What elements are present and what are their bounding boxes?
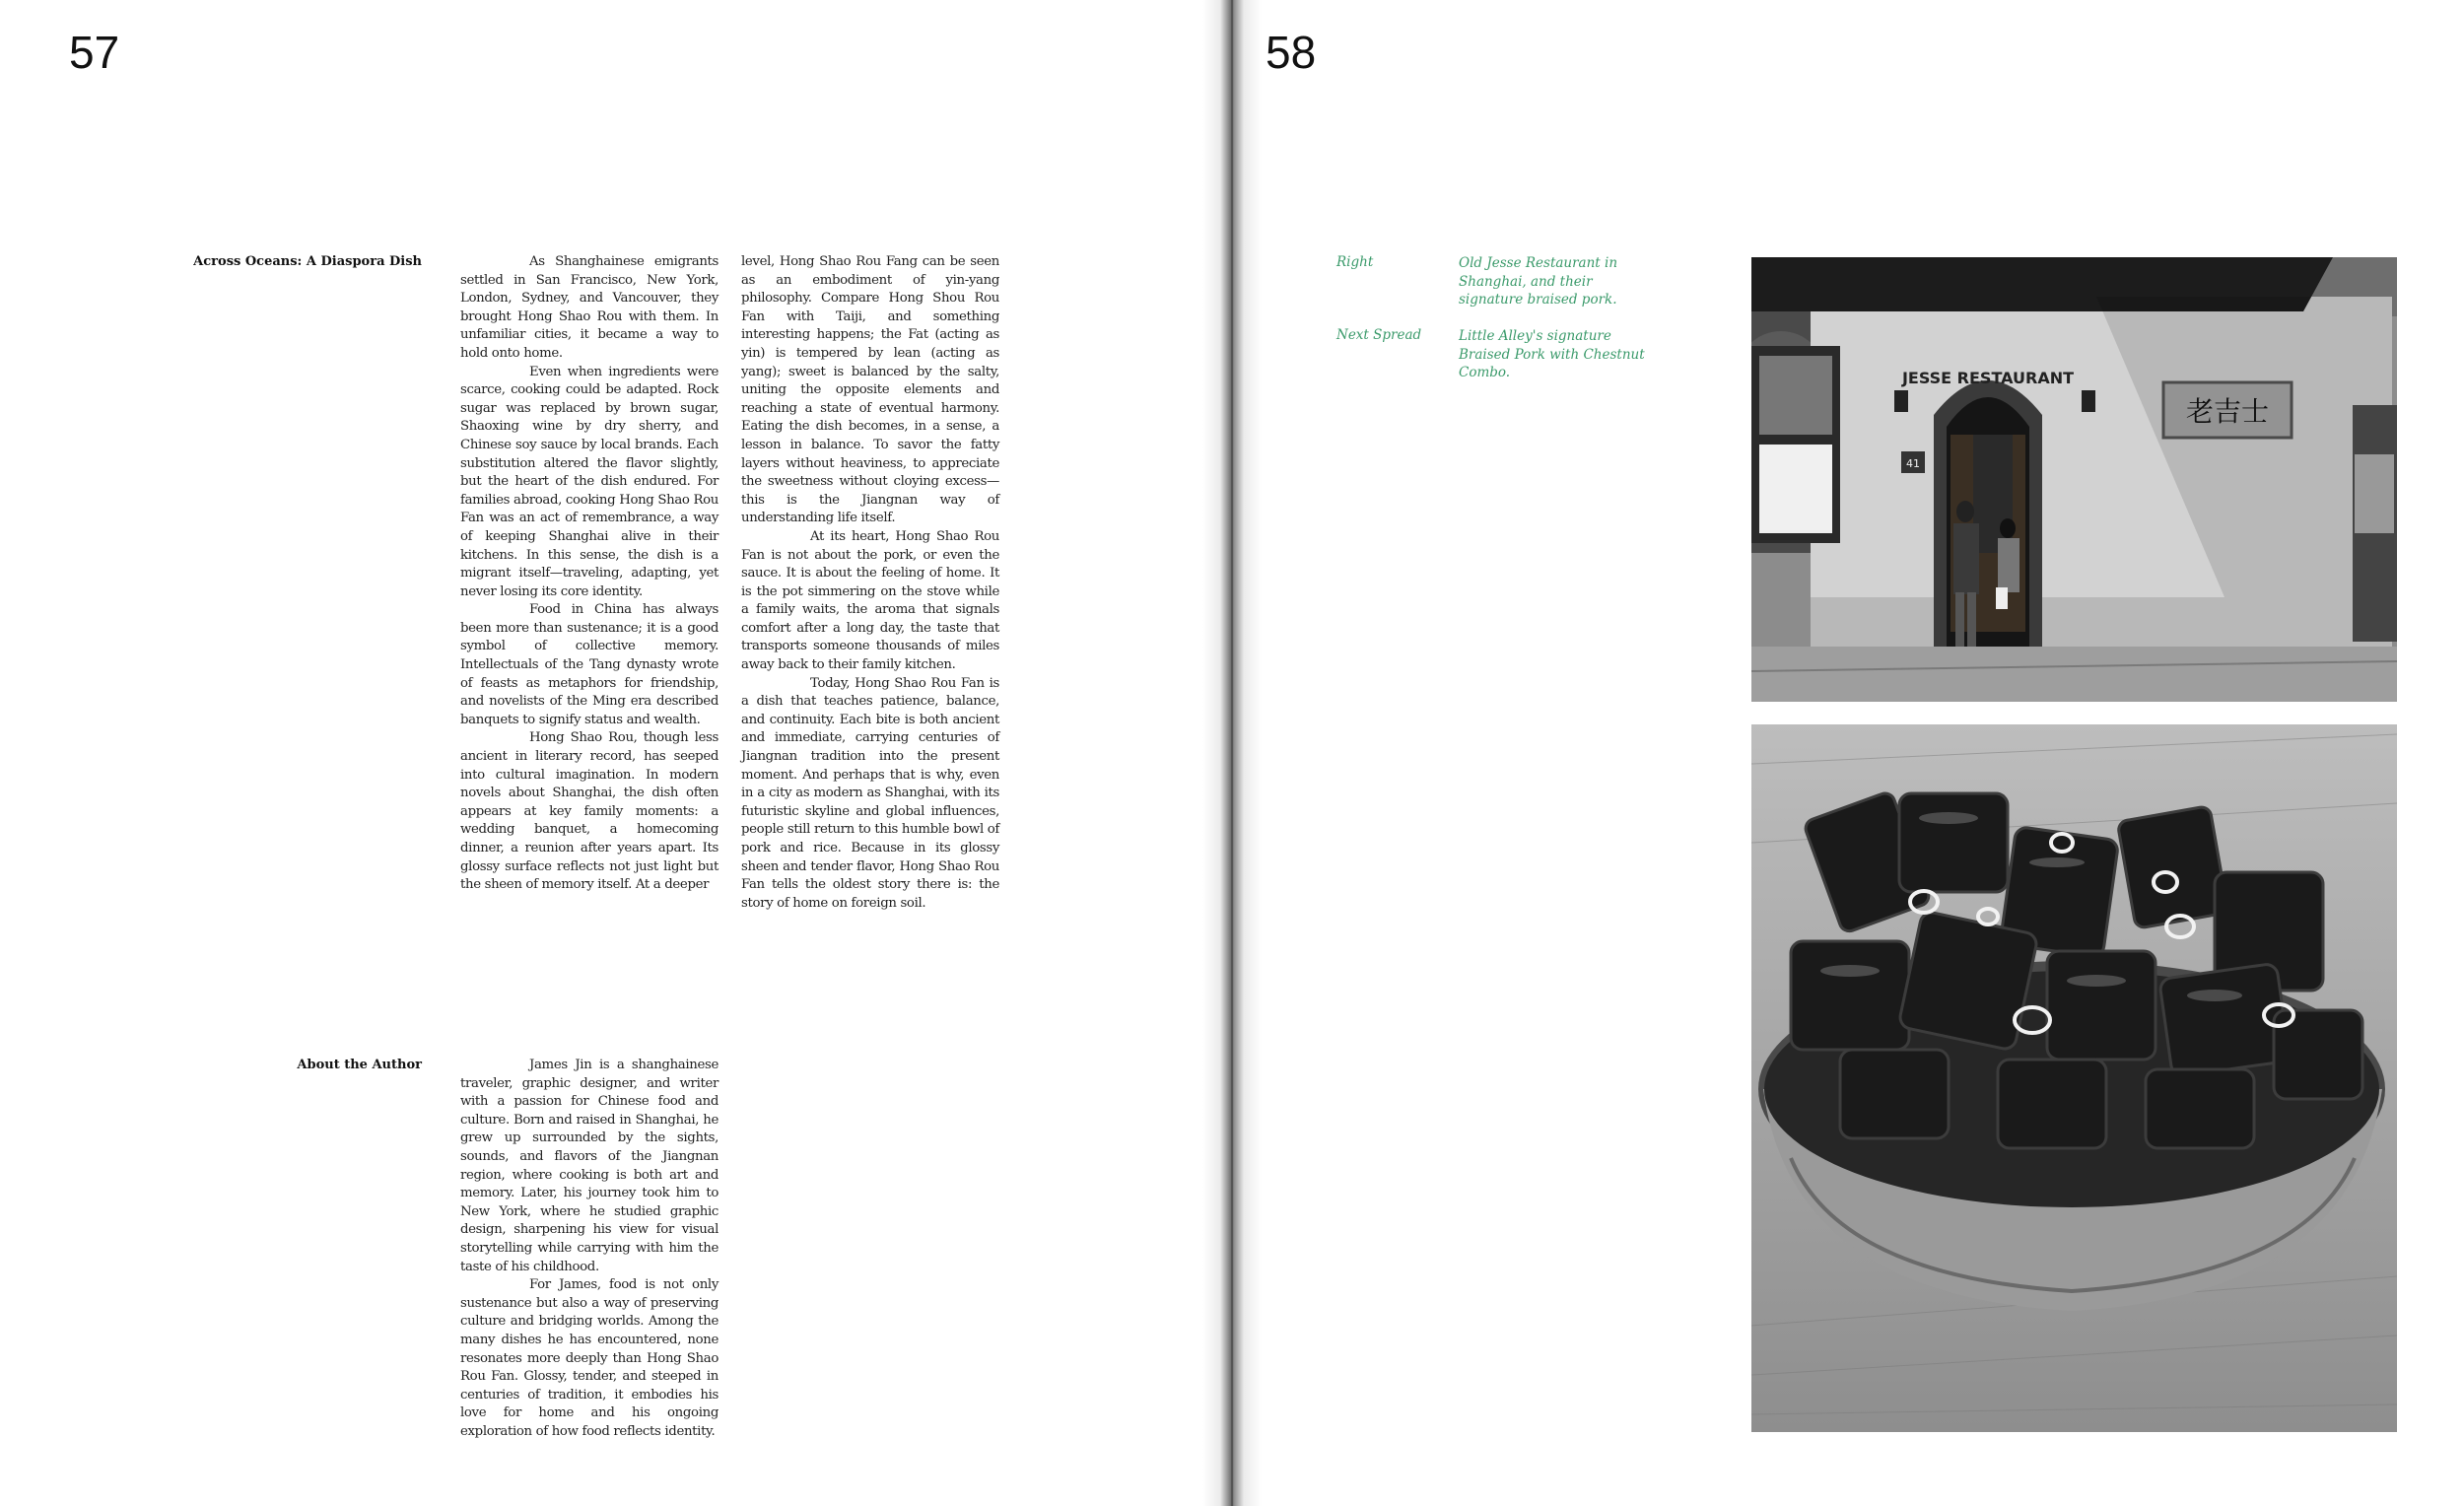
paragraph: James Jin is a shanghainese traveler, graphic designer, and writer with a passion for Chinese food and culture. Born and raised in Shanghai, he grew up surrounded by the sights, sounds, and flavors of the Jiangnan region, where cooking is both art and memory. Later, his journey took him to New York, where he studied graphic design, sharpening his view for visual storytelling while carrying with him the taste of his childhood. [460, 1058, 719, 1274]
braised-pork-illustration [1751, 724, 2397, 1432]
author-bio-column [460, 1057, 719, 1441]
paragraph: As Shanghainese emigrants settled in San Francisco, New York, London, Sydney, and Vancouver, they brought Hong Shao Rou with them. In unfamiliar cities, it became a way to hold onto home. [460, 254, 719, 361]
page-number-right: 58 [1266, 27, 1317, 78]
book-gutter-shadow [1202, 0, 1262, 1506]
body-column-2 [741, 253, 999, 913]
caption-text-right: Old Jesse Restaurant in Shanghai, and their signature braised pork. [1459, 255, 1618, 308]
body-column-1 [460, 253, 719, 895]
paragraph: Even when ingredients were scarce, cooking could be adapted. Rock sugar was replaced by brown sugar, Shaoxing wine by dry sherry, and Chinese soy sauce by local brands. Each substitution altered the flavor slightly, but the heart of the dish endured. For families abroad, cooking Hong Shao Rou Fan was an act of remembrance, a way of keeping Shanghai alive in their kitchens. In this sense, the dish is a migrant itself—traveling, adapting, yet never losing its core identity. [460, 364, 719, 599]
restaurant-facade-photo [1751, 257, 2397, 702]
paragraph: At its heart, Hong Shao Rou Fan is not about the pork, or even the sauce. It is about the feeling of home. It is the pot simmering on the stove while a family waits, the aroma that signals comfort after a long day, the taste that transports someone thousands of miles away back to their family kitchen. [741, 528, 999, 673]
paragraph: Today, Hong Shao Rou Fan is a dish that teaches patience, balance, and continuity. Each bite is both ancient and immediate, carrying centuries of Jiangnan tradition into the present moment. And perhaps that is why, even in a city as modern as Shanghai, with its futuristic skyline and global influences, people still return to this humble bowl of pork and rice. Because in its glossy sheen and tender flavor, Hong Shao Rou Fan tells the oldest story there is: the story of home on foreign soil. [741, 675, 999, 911]
section-heading-diaspora: Across Oceans: A Diaspora Dish [193, 254, 422, 269]
chinese-plaque-text: 老吉士 [2185, 395, 2270, 428]
caption-label-right: Right [1336, 254, 1374, 270]
arch-sign-text: JESSE RESTAURANT [1901, 369, 2075, 387]
section-heading-author: About the Author [297, 1058, 422, 1072]
paragraph: For James, food is not only sustenance but also a way of preserving culture and bridging worlds. Among the many dishes he has encountered, none resonates more deeply than Hong Shao Rou Fan. Glossy, tender, and steeped in centuries of tradition, it embodies his love for home and his ongoing exploration of how food reflects identity. [460, 1277, 719, 1439]
right-page [1236, 0, 2464, 1506]
caption-text-next-spread: Little Alley's signature Braised Pork with Chestnut Combo. [1459, 328, 1645, 380]
caption-label-next-spread: Next Spread [1336, 327, 1422, 343]
braised-pork-photo [1751, 724, 2397, 1432]
paragraph: Food in China has always been more than sustenance; it is a good symbol of collective memory. Intellectuals of the Tang dynasty wrote of feasts as metaphors for friendship, and novelists of the Ming era described banquets to signify status and wealth. [460, 602, 719, 727]
door-number-plate: 41 [1906, 457, 1920, 470]
paragraph: Hong Shao Rou, though less ancient in literary record, has seeped into cultural imagination. In modern novels about Shanghai, the dish often appears at key family moments: a wedding banquet, a homecoming dinner, a reunion after years apart. Its glossy surface reflects not just light but the sheen of memory itself. At a deeper [460, 730, 719, 893]
restaurant-facade-illustration [1751, 257, 2397, 702]
page-number-left: 57 [69, 27, 120, 78]
left-page [0, 0, 1228, 1506]
paragraph: level, Hong Shao Rou Fang can be seen as an embodiment of yin-yang philosophy. Compare Hong Shou Rou Fan with Taiji, and something interesting happens; the Fat (acting as yin) is tempered by lean (acting as yang); sweet is balanced by the salty, uniting the opposite elements and reaching a state of eventual harmony. Eating the dish becomes, in a sense, a lesson in balance. To savor the fatty layers without heaviness, to appreciate the sweetness without cloying excess—this is the Jiangnan way of understanding life itself. [741, 254, 999, 526]
